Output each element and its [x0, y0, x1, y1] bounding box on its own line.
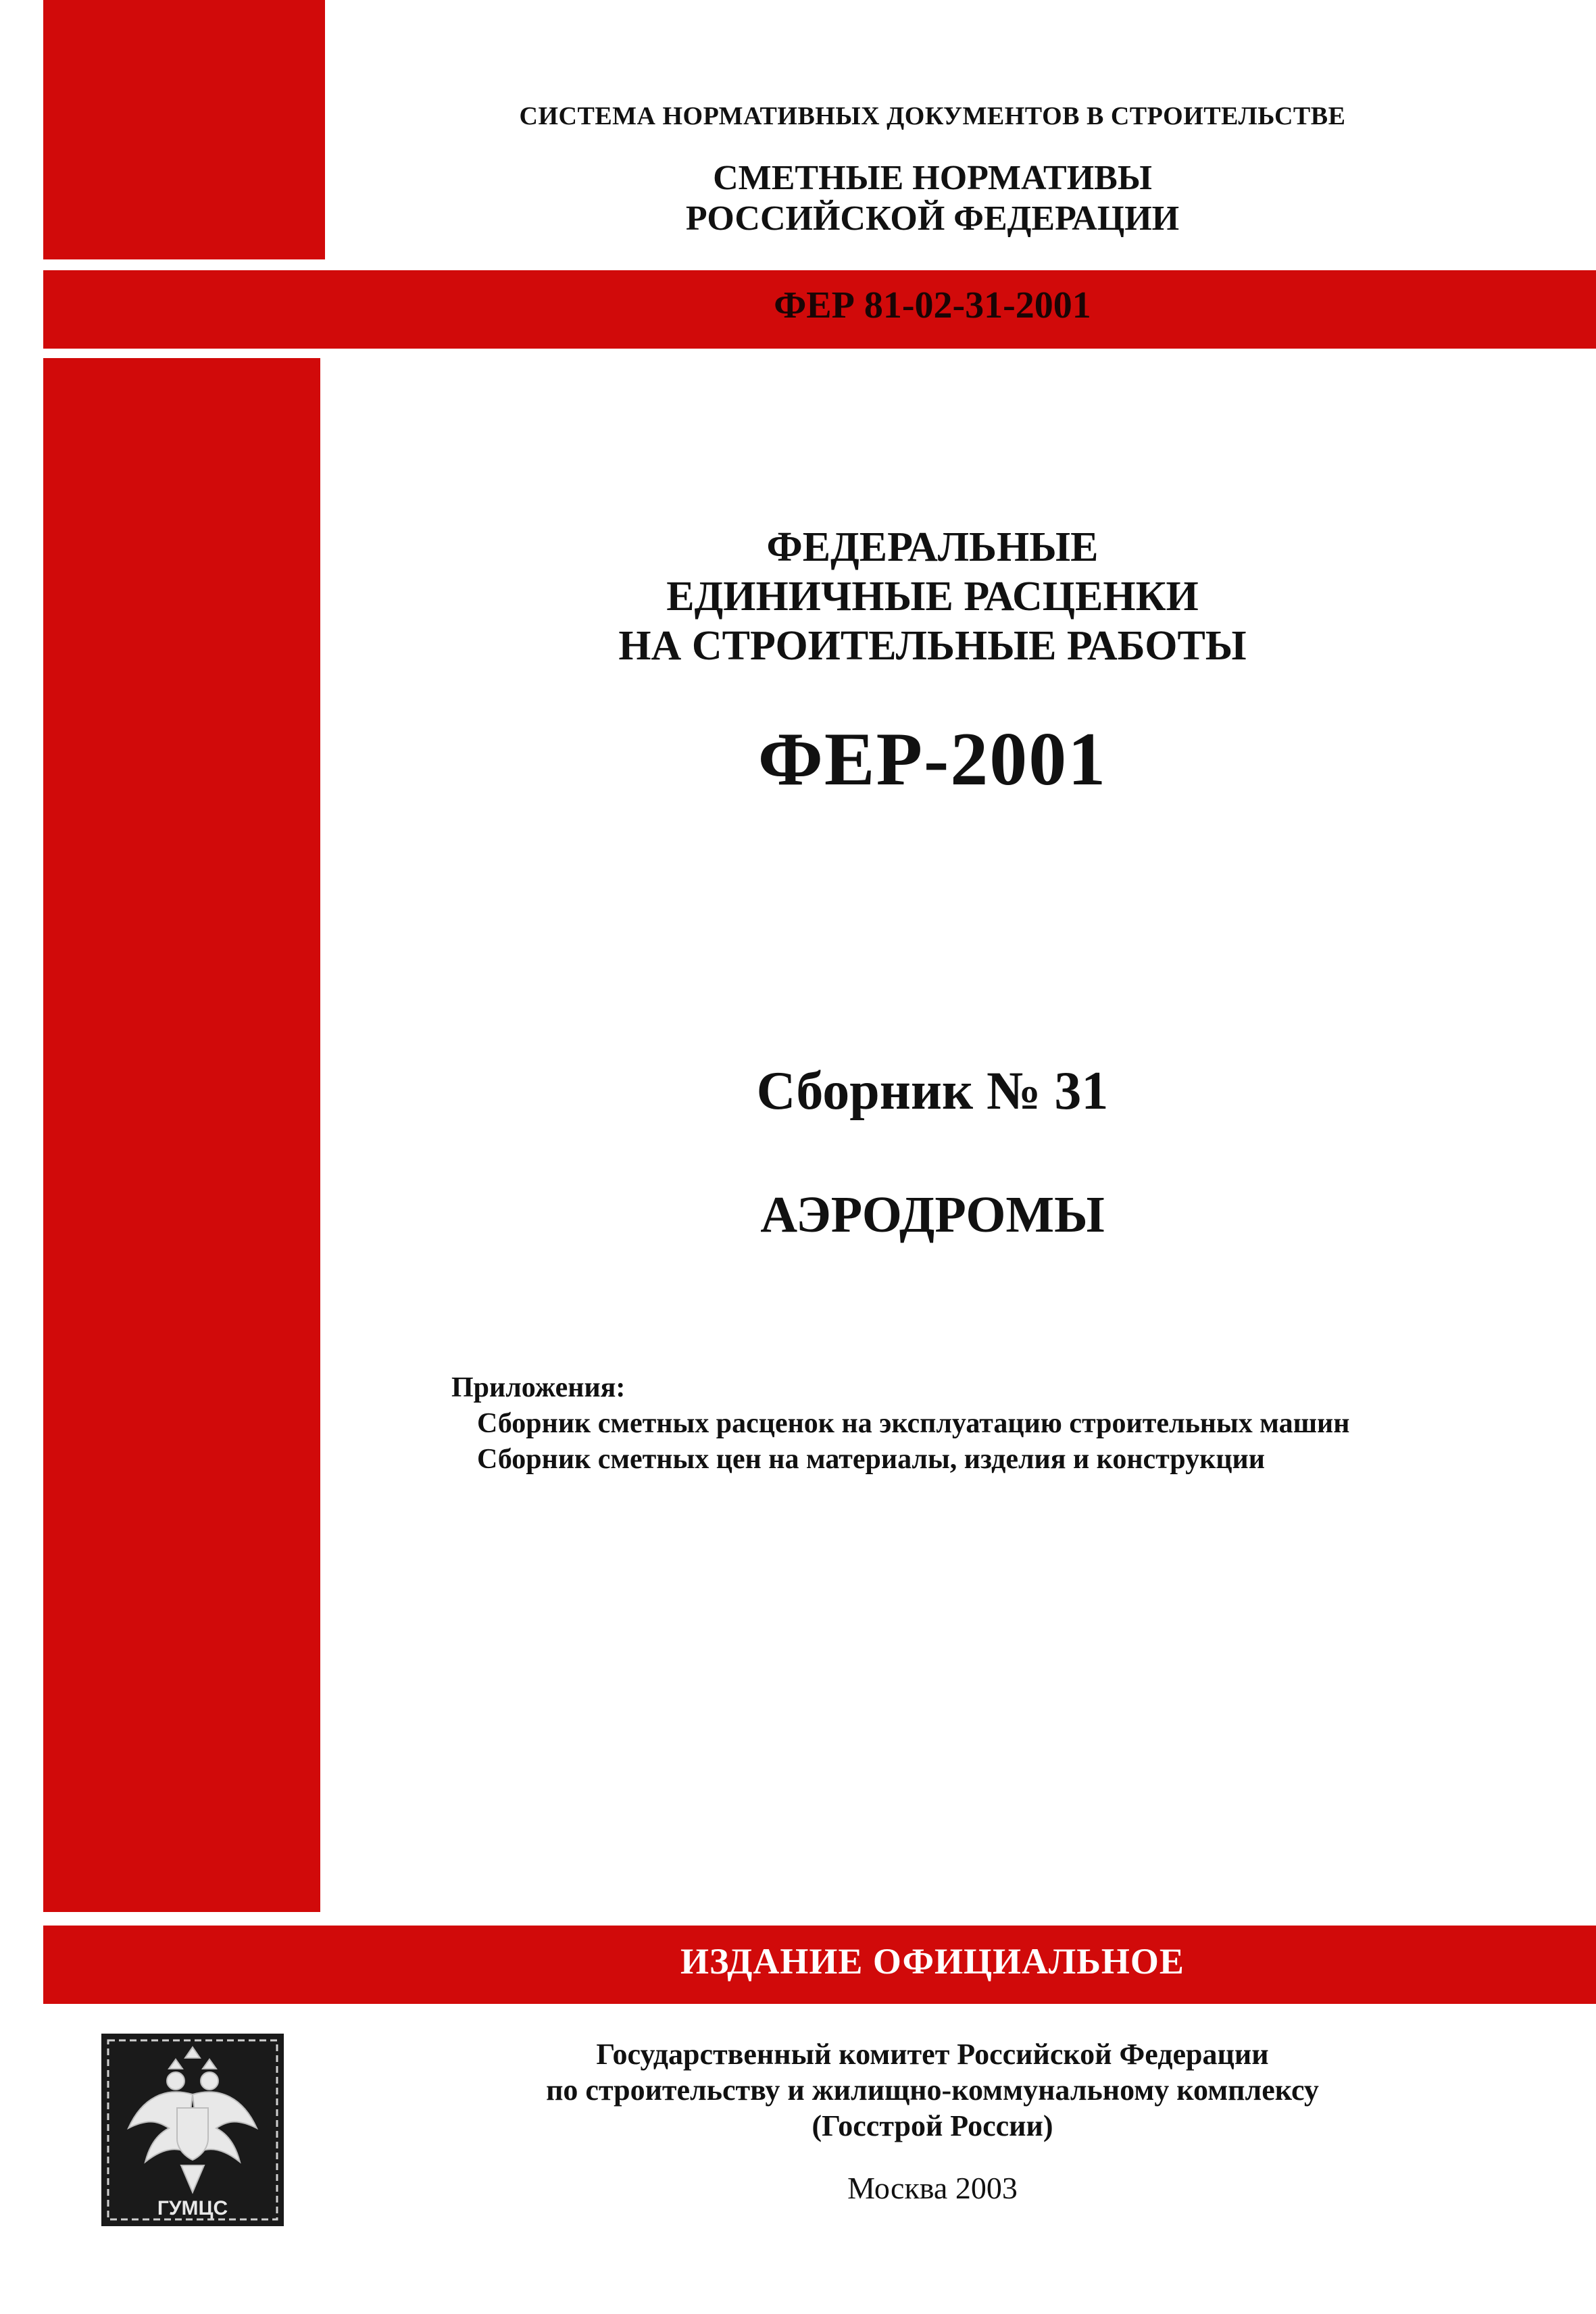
document-code: ФЕР 81-02-31-2001: [774, 284, 1091, 326]
appendix-heading: Приложения:: [451, 1372, 626, 1403]
double-headed-eagle-seal-icon: [101, 2034, 284, 2226]
publisher-line1: Государственный комитет Российской Федерации: [596, 2038, 1269, 2071]
appendix-item: Сборник сметных цен на материалы, изделия и конструкции: [477, 1444, 1265, 1475]
title-abbreviation: ФЕР-2001: [757, 718, 1107, 801]
publisher-line2: по строительству и жилищно-коммунальному комплексу: [546, 2073, 1319, 2107]
estimate-norms-line2: РОССИЙСКОЙ ФЕДЕРАЦИИ: [685, 199, 1180, 238]
title-line2: ЕДИНИЧНЫЕ РАСЦЕНКИ: [666, 574, 1199, 620]
title-line1: ФЕДЕРАЛЬНЫЕ: [766, 524, 1099, 570]
city-year: Москва 2003: [847, 2171, 1018, 2205]
publisher-line3: (Госстрой России): [812, 2109, 1053, 2142]
official-edition-label: ИЗДАНИЕ ОФИЦИАЛЬНОЕ: [680, 1941, 1184, 1982]
appendix-item: Сборник сметных расценок на эксплуатацию строительных машин: [477, 1408, 1350, 1439]
red-block-top: [43, 0, 325, 259]
red-block-left: [43, 358, 320, 1912]
stamp-text: ГУМЦС: [157, 2197, 228, 2219]
collection-number: Сборник № 31: [756, 1061, 1109, 1121]
collection-name: АЭРОДРОМЫ: [760, 1186, 1105, 1243]
series-title: СИСТЕМА НОРМАТИВНЫХ ДОКУМЕНТОВ В СТРОИТЕЛЬСТВЕ: [519, 102, 1346, 130]
title-line3: НА СТРОИТЕЛЬНЫЕ РАБОТЫ: [618, 623, 1247, 669]
estimate-norms-line1: СМЕТНЫЕ НОРМАТИВЫ: [713, 159, 1152, 197]
